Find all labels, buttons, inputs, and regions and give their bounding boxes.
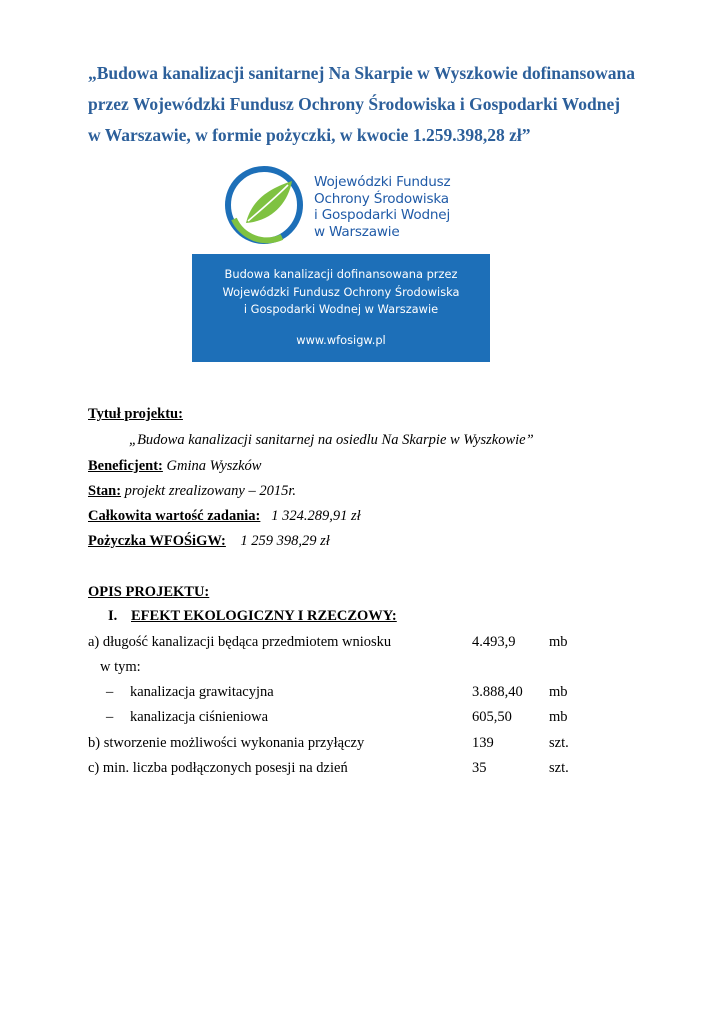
row-unit: szt. <box>549 735 569 751</box>
row-label: w tym: <box>100 659 141 675</box>
beneficiary-value: Gmina Wyszków <box>166 458 262 474</box>
row-value: 4.493,9 <box>472 634 516 650</box>
band-text <box>192 266 490 319</box>
table-row <box>0 684 725 704</box>
row-value: 139 <box>472 735 494 751</box>
band-line: Wojewódzki Fundusz Ochrony Środowiska <box>222 284 460 299</box>
total-value-label: Całkowita wartość zadania: <box>88 508 261 524</box>
table-row <box>0 709 725 729</box>
total-value-amount: 1 324.289,91 zł <box>271 508 361 524</box>
table-row <box>0 659 725 679</box>
beneficiary-label: Beneficjent: <box>88 458 163 474</box>
loan-line <box>88 533 330 550</box>
row-unit: szt. <box>549 760 569 776</box>
table-row <box>0 760 725 780</box>
row-unit: mb <box>549 709 568 725</box>
table-row <box>0 634 725 654</box>
status-label: Stan: <box>88 483 122 499</box>
project-title-value-line <box>129 432 534 449</box>
wfosigw-logo-banner <box>192 150 490 362</box>
logo-wordmark <box>314 174 490 240</box>
loan-amount: 1 259 398,29 zł <box>240 533 330 549</box>
status-value: projekt zrealizowany – 2015r. <box>124 483 296 499</box>
section-number: I. <box>108 608 118 624</box>
row-value: 605,50 <box>472 709 512 725</box>
row-bullet: – <box>106 684 114 700</box>
row-unit: mb <box>549 634 568 650</box>
logo-name-line: Ochrony Środowiska <box>314 190 449 207</box>
project-title-value: „Budowa kanalizacji sanitarnej na osiedlu Na Skarpie w Wyszkowie” <box>129 432 534 448</box>
row-value: 3.888,40 <box>472 684 523 700</box>
row-label: kanalizacja ciśnieniowa <box>130 709 269 725</box>
row-unit: mb <box>549 684 568 700</box>
document-headline <box>88 58 640 151</box>
headline-line: „Budowa kanalizacji sanitarnej Na Skarpie w Wyszkowie dofinansowana <box>88 63 635 83</box>
row-label: b) stworzenie możliwości wykonania przyłączy <box>88 735 365 751</box>
leaf-ring-icon <box>222 163 306 247</box>
loan-label: Pożyczka WFOŚiGW: <box>88 533 226 549</box>
description-heading: OPIS PROJEKTU: <box>88 584 210 600</box>
table-row <box>0 735 725 755</box>
row-label: a) długość kanalizacji będąca przedmiotem wniosku <box>88 634 392 650</box>
row-value: 35 <box>472 760 487 776</box>
status-line <box>88 483 296 500</box>
row-label: c) min. liczba podłączonych posesji na dzień <box>88 760 348 776</box>
row-bullet: – <box>106 709 114 725</box>
row-label: kanalizacja grawitacyjna <box>130 684 274 700</box>
headline-line: przez Wojewódzki Fundusz Ochrony Środowiska i Gospodarki Wodnej <box>88 94 621 114</box>
logo-blue-band <box>192 254 490 362</box>
logo-top-panel <box>192 150 490 252</box>
band-line: i Gospodarki Wodnej w Warszawie <box>243 302 439 316</box>
total-value-line <box>88 508 361 525</box>
band-url: www.wfosigw.pl <box>296 333 386 347</box>
headline-line: w Warszawie, w formie pożyczki, w kwocie 1.259.398,28 zł” <box>88 125 531 145</box>
logo-name-line: w Warszawie <box>314 223 400 240</box>
section-title: EFEKT EKOLOGICZNY I RZECZOWY: <box>131 608 397 624</box>
project-title-label: Tytuł projektu: <box>88 406 183 422</box>
logo-name-line: i Gospodarki Wodnej <box>314 207 451 223</box>
logo-name-line: Wojewódzki Fundusz <box>314 174 451 190</box>
band-line: Budowa kanalizacji dofinansowana przez <box>224 267 458 281</box>
beneficiary-line <box>88 458 261 475</box>
project-title-label-line <box>88 406 183 423</box>
